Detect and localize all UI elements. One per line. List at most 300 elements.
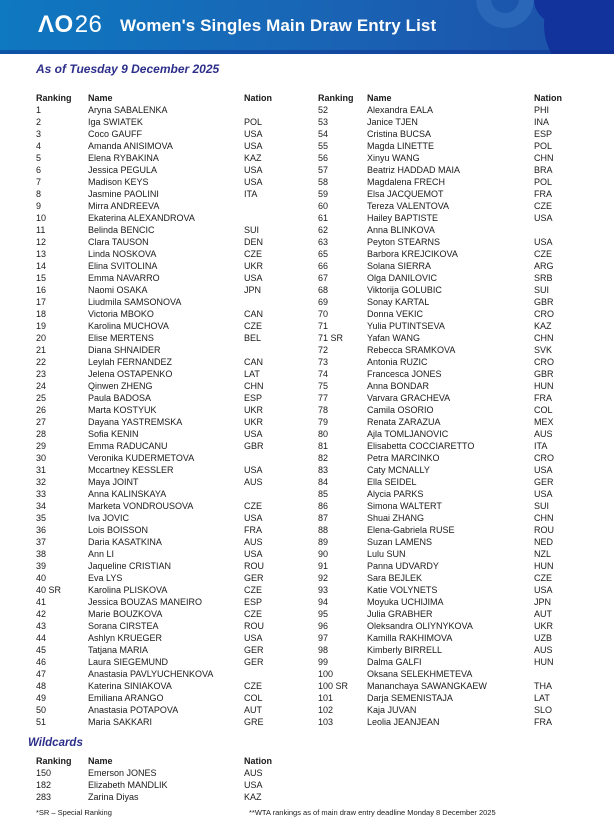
table-row bbox=[318, 620, 580, 632]
player-name-cell: Karolina PLISKOVA bbox=[88, 585, 168, 595]
ranking-cell: 97 bbox=[318, 633, 329, 643]
nation-cell: ROU bbox=[534, 525, 554, 535]
player-name-cell: Xinyu WANG bbox=[367, 153, 420, 163]
table-row bbox=[36, 680, 290, 692]
nation-cell: CZE bbox=[534, 573, 552, 583]
ranking-cell: 82 bbox=[318, 453, 329, 463]
nation-cell: SUI bbox=[534, 285, 550, 295]
nation-cell bbox=[244, 104, 290, 116]
player-name-cell: Oksana SELEKHMETEVA bbox=[367, 669, 473, 679]
ranking-cell: 86 bbox=[318, 501, 329, 511]
player-name-cell: Daria KASATKINA bbox=[88, 537, 162, 547]
table-row bbox=[36, 440, 290, 452]
nation-cell bbox=[534, 224, 580, 236]
nation-cell: CRO bbox=[534, 309, 554, 319]
nation-cell: POL bbox=[244, 117, 263, 127]
table-header-row bbox=[318, 92, 580, 104]
nation-cell: SLO bbox=[534, 705, 553, 715]
player-name-cell: Marta KOSTYUK bbox=[88, 405, 157, 415]
nation-cell: ITA bbox=[244, 189, 258, 199]
ranking-cell: 58 bbox=[318, 177, 329, 187]
ranking-cell: 69 bbox=[318, 297, 329, 307]
player-name-cell: Elena-Gabriela RUSE bbox=[367, 525, 455, 535]
ranking-cell: 23 bbox=[36, 369, 47, 379]
table-row bbox=[318, 572, 580, 584]
nation-cell: CAN bbox=[244, 357, 264, 367]
nation-cell: INA bbox=[534, 117, 550, 127]
player-name-cell: Simona WALTERT bbox=[367, 501, 442, 511]
table-row bbox=[318, 200, 580, 212]
nation-cell: NED bbox=[534, 537, 554, 547]
player-name-cell: Emiliana ARANGO bbox=[88, 693, 164, 703]
ranking-cell: 15 bbox=[36, 273, 47, 283]
ranking-cell: 30 bbox=[36, 453, 47, 463]
player-name-cell: Elina SVITOLINA bbox=[88, 261, 158, 271]
header-band bbox=[0, 0, 614, 54]
ranking-cell: 47 bbox=[36, 669, 47, 679]
ranking-cell: 67 bbox=[318, 273, 329, 283]
column-header-ranking: Ranking bbox=[36, 93, 72, 103]
player-name-cell: Elisabetta COCCIARETTO bbox=[367, 441, 475, 451]
nation-cell: KAZ bbox=[534, 321, 552, 331]
table-row bbox=[318, 332, 580, 344]
ranking-cell: 81 bbox=[318, 441, 329, 451]
ranking-cell: 32 bbox=[36, 477, 47, 487]
ranking-cell: 53 bbox=[318, 117, 329, 127]
ranking-cell: 182 bbox=[36, 780, 52, 790]
table-row bbox=[36, 344, 290, 356]
table-row bbox=[36, 296, 290, 308]
ranking-cell: 27 bbox=[36, 417, 47, 427]
player-name-cell: Magdalena FRECH bbox=[367, 177, 446, 187]
ranking-cell: 74 bbox=[318, 369, 329, 379]
player-name-cell: Madison KEYS bbox=[88, 177, 149, 187]
table-row bbox=[318, 272, 580, 284]
player-name-cell: Lois BOISSON bbox=[88, 525, 149, 535]
table-row bbox=[318, 464, 580, 476]
entry-list-right-column bbox=[318, 92, 580, 728]
table-row bbox=[36, 104, 290, 116]
ranking-cell: 52 bbox=[318, 105, 329, 115]
player-name-cell: Panna UDVARDY bbox=[367, 561, 439, 571]
player-name-cell: Julia GRABHER bbox=[367, 609, 433, 619]
table-row bbox=[36, 176, 290, 188]
nation-cell: AUS bbox=[534, 645, 553, 655]
nation-cell bbox=[244, 668, 290, 680]
nation-cell: POL bbox=[534, 141, 553, 151]
table-row bbox=[36, 476, 290, 488]
player-name-cell: Jessica PEGULA bbox=[88, 165, 158, 175]
table-row bbox=[36, 116, 290, 128]
ranking-cell: 7 bbox=[36, 177, 42, 187]
ranking-cell: 8 bbox=[36, 189, 42, 199]
player-name-cell: Iga SWIATEK bbox=[88, 117, 143, 127]
nation-cell: USA bbox=[534, 489, 553, 499]
nation-cell: FRA bbox=[534, 717, 552, 727]
player-name-cell: Alexandra EALA bbox=[367, 105, 434, 115]
player-name-cell: Jaqueline CRISTIAN bbox=[88, 561, 172, 571]
nation-cell: GER bbox=[244, 645, 264, 655]
player-name-cell: Camila OSORIO bbox=[367, 405, 434, 415]
table-row bbox=[36, 620, 290, 632]
player-name-cell: Solana SIERRA bbox=[367, 261, 432, 271]
table-row bbox=[36, 164, 290, 176]
ranking-cell: 40 SR bbox=[36, 585, 62, 595]
ranking-cell: 99 bbox=[318, 657, 329, 667]
player-name-cell: Anastasia PAVLYUCHENKOVA bbox=[88, 669, 214, 679]
ranking-cell: 57 bbox=[318, 165, 329, 175]
player-name-cell: Elise MERTENS bbox=[88, 333, 154, 343]
ranking-cell: 19 bbox=[36, 321, 47, 331]
table-row bbox=[36, 356, 290, 368]
ranking-cell: 9 bbox=[36, 201, 42, 211]
ranking-cell: 36 bbox=[36, 525, 47, 535]
table-row bbox=[318, 524, 580, 536]
player-name-cell: Mananchaya SAWANGKAEW bbox=[367, 681, 487, 691]
nation-cell: CZE bbox=[244, 501, 262, 511]
nation-cell: AUT bbox=[244, 705, 262, 715]
player-name-cell: Varvara GRACHEVA bbox=[367, 393, 451, 403]
ranking-cell: 73 bbox=[318, 357, 329, 367]
nation-cell: MEX bbox=[534, 417, 554, 427]
table-row bbox=[318, 656, 580, 668]
nation-cell: KAZ bbox=[244, 153, 262, 163]
nation-cell: USA bbox=[244, 780, 263, 790]
nation-cell bbox=[244, 452, 290, 464]
table-row bbox=[318, 560, 580, 572]
ranking-cell: 283 bbox=[36, 792, 52, 802]
ranking-cell: 37 bbox=[36, 537, 47, 547]
nation-cell: PHI bbox=[534, 105, 550, 115]
table-row bbox=[318, 428, 580, 440]
player-name-cell: Anastasia POTAPOVA bbox=[88, 705, 179, 715]
wildcards-heading: Wildcards bbox=[28, 737, 83, 749]
table-row bbox=[36, 668, 290, 680]
table-row bbox=[36, 608, 290, 620]
ao-logo-year: 26 bbox=[74, 11, 103, 38]
table-row bbox=[318, 176, 580, 188]
nation-cell bbox=[244, 488, 290, 500]
nation-cell bbox=[244, 296, 290, 308]
player-name-cell: Jelena OSTAPENKO bbox=[88, 369, 173, 379]
ranking-cell: 91 bbox=[318, 561, 329, 571]
nation-cell: GER bbox=[534, 477, 554, 487]
ao26-logo bbox=[38, 11, 102, 39]
table-row bbox=[318, 284, 580, 296]
table-row bbox=[318, 128, 580, 140]
column-header-name: Name bbox=[88, 756, 113, 766]
player-name-cell: Barbora KREJCIKOVA bbox=[367, 249, 458, 259]
player-name-cell: Elizabeth MANDLIK bbox=[88, 780, 168, 790]
player-name-cell: Diana SHNAIDER bbox=[88, 345, 161, 355]
entry-rows-right bbox=[318, 104, 580, 728]
ranking-cell: 44 bbox=[36, 633, 47, 643]
player-name-cell: Yulia PUTINTSEVA bbox=[367, 321, 445, 331]
player-name-cell: Iva JOVIC bbox=[88, 513, 130, 523]
nation-cell: ESP bbox=[244, 393, 263, 403]
ranking-cell: 71 SR bbox=[318, 333, 344, 343]
nation-cell bbox=[244, 344, 290, 356]
nation-cell: LAT bbox=[244, 369, 260, 379]
ranking-cell: 4 bbox=[36, 141, 42, 151]
ranking-cell: 34 bbox=[36, 501, 47, 511]
nation-cell: USA bbox=[244, 129, 263, 139]
player-name-cell: Tatjana MARIA bbox=[88, 645, 149, 655]
nation-cell: CZE bbox=[244, 609, 262, 619]
nation-cell: UZB bbox=[534, 633, 552, 643]
ranking-cell: 46 bbox=[36, 657, 47, 667]
nation-cell: ARG bbox=[534, 261, 554, 271]
player-name-cell: Oleksandra OLIYNYKOVA bbox=[367, 621, 473, 631]
ranking-cell: 3 bbox=[36, 129, 42, 139]
nation-cell bbox=[244, 212, 290, 224]
nation-cell: UKR bbox=[244, 417, 264, 427]
ranking-cell: 16 bbox=[36, 285, 47, 295]
nation-cell: CZE bbox=[244, 585, 262, 595]
nation-cell: CHN bbox=[244, 381, 264, 391]
player-name-cell: Kaja JUVAN bbox=[367, 705, 417, 715]
table-row bbox=[318, 380, 580, 392]
player-name-cell: Janice TJEN bbox=[367, 117, 418, 127]
table-row bbox=[318, 188, 580, 200]
nation-cell: USA bbox=[244, 141, 263, 151]
table-row bbox=[318, 152, 580, 164]
nation-cell: AUS bbox=[244, 477, 263, 487]
ranking-cell: 103 bbox=[318, 717, 334, 727]
table-row bbox=[318, 368, 580, 380]
column-header-ranking: Ranking bbox=[318, 93, 354, 103]
ranking-cell: 62 bbox=[318, 225, 329, 235]
nation-cell: ESP bbox=[534, 129, 553, 139]
ranking-cell: 50 bbox=[36, 705, 47, 715]
ranking-cell: 89 bbox=[318, 537, 329, 547]
nation-cell: AUT bbox=[534, 609, 552, 619]
player-name-cell: Magda LINETTE bbox=[367, 141, 435, 151]
table-row bbox=[318, 668, 580, 680]
table-row bbox=[36, 332, 290, 344]
player-name-cell: Belinda BENCIC bbox=[88, 225, 155, 235]
ranking-cell: 6 bbox=[36, 165, 42, 175]
nation-cell: KAZ bbox=[244, 792, 262, 802]
table-row bbox=[36, 572, 290, 584]
ranking-cell: 54 bbox=[318, 129, 329, 139]
nation-cell: USA bbox=[244, 165, 263, 175]
table-row bbox=[318, 356, 580, 368]
table-row bbox=[36, 248, 290, 260]
player-name-cell: Marketa VONDROUSOVA bbox=[88, 501, 194, 511]
player-name-cell: Lulu SUN bbox=[367, 549, 406, 559]
player-name-cell: Ashlyn KRUEGER bbox=[88, 633, 163, 643]
player-name-cell: Darja SEMENISTAJA bbox=[367, 693, 453, 703]
table-row bbox=[36, 548, 290, 560]
player-name-cell: Paula BADOSA bbox=[88, 393, 152, 403]
ranking-cell: 98 bbox=[318, 645, 329, 655]
ranking-cell: 88 bbox=[318, 525, 329, 535]
player-name-cell: Zarina Diyas bbox=[88, 792, 139, 802]
table-row bbox=[36, 704, 290, 716]
ranking-cell: 90 bbox=[318, 549, 329, 559]
ranking-cell: 72 bbox=[318, 345, 329, 355]
player-name-cell: Maria SAKKARI bbox=[88, 717, 153, 727]
nation-cell: CHN bbox=[534, 333, 554, 343]
nation-cell: AUS bbox=[244, 537, 263, 547]
table-row bbox=[318, 716, 580, 728]
table-row bbox=[318, 344, 580, 356]
table-row bbox=[318, 476, 580, 488]
nation-cell: SVK bbox=[534, 345, 553, 355]
table-row bbox=[36, 644, 290, 656]
ranking-cell: 77 bbox=[318, 393, 329, 403]
nation-cell: LAT bbox=[534, 693, 550, 703]
nation-cell: UKR bbox=[244, 261, 264, 271]
table-row bbox=[36, 488, 290, 500]
ranking-cell: 75 bbox=[318, 381, 329, 391]
table-row bbox=[318, 440, 580, 452]
page-title: Women's Singles Main Draw Entry List bbox=[120, 16, 437, 35]
player-name-cell: Jasmine PAOLINI bbox=[88, 189, 159, 199]
player-name-cell: Viktorija GOLUBIC bbox=[367, 285, 442, 295]
table-row bbox=[318, 104, 580, 116]
ranking-cell: 100 SR bbox=[318, 681, 349, 691]
nation-cell: AUS bbox=[244, 768, 263, 778]
ranking-cell: 84 bbox=[318, 477, 329, 487]
nation-cell: USA bbox=[244, 633, 263, 643]
ranking-cell: 68 bbox=[318, 285, 329, 295]
ranking-cell: 1 bbox=[36, 105, 42, 115]
ranking-cell: 20 bbox=[36, 333, 47, 343]
player-name-cell: Elsa JACQUEMOT bbox=[367, 189, 444, 199]
player-name-cell: Anna KALINSKAYA bbox=[88, 489, 167, 499]
table-row bbox=[36, 656, 290, 668]
nation-cell: GER bbox=[244, 573, 264, 583]
footnote-special-ranking: *SR – Special Ranking bbox=[36, 808, 112, 817]
table-row bbox=[318, 416, 580, 428]
player-name-cell: Kimberly BIRRELL bbox=[367, 645, 443, 655]
ranking-cell: 95 bbox=[318, 609, 329, 619]
player-name-cell: Marie BOUZKOVA bbox=[88, 609, 163, 619]
table-row bbox=[318, 644, 580, 656]
table-row bbox=[36, 716, 290, 728]
nation-cell: POL bbox=[534, 177, 553, 187]
nation-cell: USA bbox=[244, 465, 263, 475]
ranking-cell: 25 bbox=[36, 393, 47, 403]
player-name-cell: Qinwen ZHENG bbox=[88, 381, 153, 391]
ranking-cell: 18 bbox=[36, 309, 47, 319]
player-name-cell: Mirra ANDREEVA bbox=[88, 201, 160, 211]
nation-cell: AUS bbox=[534, 429, 553, 439]
nation-cell: CZE bbox=[244, 249, 262, 259]
player-name-cell: Caty MCNALLY bbox=[367, 465, 430, 475]
nation-cell: ROU bbox=[244, 561, 264, 571]
table-row bbox=[36, 767, 290, 779]
table-row bbox=[36, 524, 290, 536]
table-row bbox=[36, 416, 290, 428]
table-row bbox=[318, 140, 580, 152]
ranking-cell: 96 bbox=[318, 621, 329, 631]
table-row bbox=[36, 152, 290, 164]
player-name-cell: Veronika KUDERMETOVA bbox=[88, 453, 195, 463]
entry-rows-left bbox=[36, 104, 290, 728]
nation-cell: THA bbox=[534, 681, 552, 691]
nation-cell: ESP bbox=[244, 597, 263, 607]
nation-cell: NZL bbox=[534, 549, 552, 559]
nation-cell: SUI bbox=[534, 501, 550, 511]
table-row bbox=[36, 464, 290, 476]
ranking-cell: 45 bbox=[36, 645, 47, 655]
nation-cell: CHN bbox=[534, 153, 554, 163]
nation-cell: CZE bbox=[534, 201, 552, 211]
table-row bbox=[318, 680, 580, 692]
nation-cell: GBR bbox=[244, 441, 264, 451]
nation-cell bbox=[244, 200, 290, 212]
table-row bbox=[36, 404, 290, 416]
table-row bbox=[318, 212, 580, 224]
nation-cell: USA bbox=[534, 213, 553, 223]
table-row bbox=[318, 320, 580, 332]
ranking-cell: 35 bbox=[36, 513, 47, 523]
table-row bbox=[36, 236, 290, 248]
ranking-cell: 150 bbox=[36, 768, 52, 778]
player-name-cell: Karolina MUCHOVA bbox=[88, 321, 169, 331]
ranking-cell: 31 bbox=[36, 465, 47, 475]
header-bottom-strip bbox=[0, 50, 614, 54]
nation-cell: USA bbox=[244, 177, 263, 187]
table-row bbox=[36, 536, 290, 548]
nation-cell: UKR bbox=[534, 621, 554, 631]
ao-pattern-ring-light-icon bbox=[476, 0, 534, 28]
table-row bbox=[318, 116, 580, 128]
ranking-cell: 83 bbox=[318, 465, 329, 475]
nation-cell: FRA bbox=[244, 525, 262, 535]
ranking-cell: 94 bbox=[318, 597, 329, 607]
ranking-cell: 39 bbox=[36, 561, 47, 571]
player-name-cell: Aryna SABALENKA bbox=[88, 105, 168, 115]
ranking-cell: 66 bbox=[318, 261, 329, 271]
player-name-cell: Peyton STEARNS bbox=[367, 237, 441, 247]
table-row bbox=[36, 128, 290, 140]
nation-cell: USA bbox=[244, 429, 263, 439]
player-name-cell: Moyuka UCHIJIMA bbox=[367, 597, 444, 607]
player-name-cell: Dayana YASTREMSKA bbox=[88, 417, 183, 427]
player-name-cell: Yafan WANG bbox=[367, 333, 421, 343]
nation-cell: HUN bbox=[534, 657, 554, 667]
nation-cell bbox=[534, 668, 580, 680]
player-name-cell: Suzan LAMENS bbox=[367, 537, 433, 547]
player-name-cell: Elena RYBAKINA bbox=[88, 153, 159, 163]
ranking-cell: 93 bbox=[318, 585, 329, 595]
column-header-name: Name bbox=[367, 93, 392, 103]
ranking-cell: 48 bbox=[36, 681, 47, 691]
table-row bbox=[318, 584, 580, 596]
ranking-cell: 33 bbox=[36, 489, 47, 499]
ranking-cell: 80 bbox=[318, 429, 329, 439]
ranking-cell: 11 bbox=[36, 225, 46, 235]
player-name-cell: Emma NAVARRO bbox=[88, 273, 160, 283]
ranking-cell: 26 bbox=[36, 405, 47, 415]
wildcards-table bbox=[36, 755, 290, 803]
ranking-cell: 10 bbox=[36, 213, 47, 223]
ranking-cell: 2 bbox=[36, 117, 42, 127]
ranking-cell: 79 bbox=[318, 417, 329, 427]
ranking-cell: 28 bbox=[36, 429, 47, 439]
player-name-cell: Leolia JEANJEAN bbox=[367, 717, 440, 727]
nation-cell: UKR bbox=[244, 405, 264, 415]
player-name-cell: Ajla TOMLJANOVIC bbox=[367, 429, 449, 439]
player-name-cell: Naomi OSAKA bbox=[88, 285, 148, 295]
table-row bbox=[318, 404, 580, 416]
wildcard-rows bbox=[36, 767, 290, 803]
column-header-nation: Nation bbox=[244, 93, 272, 103]
